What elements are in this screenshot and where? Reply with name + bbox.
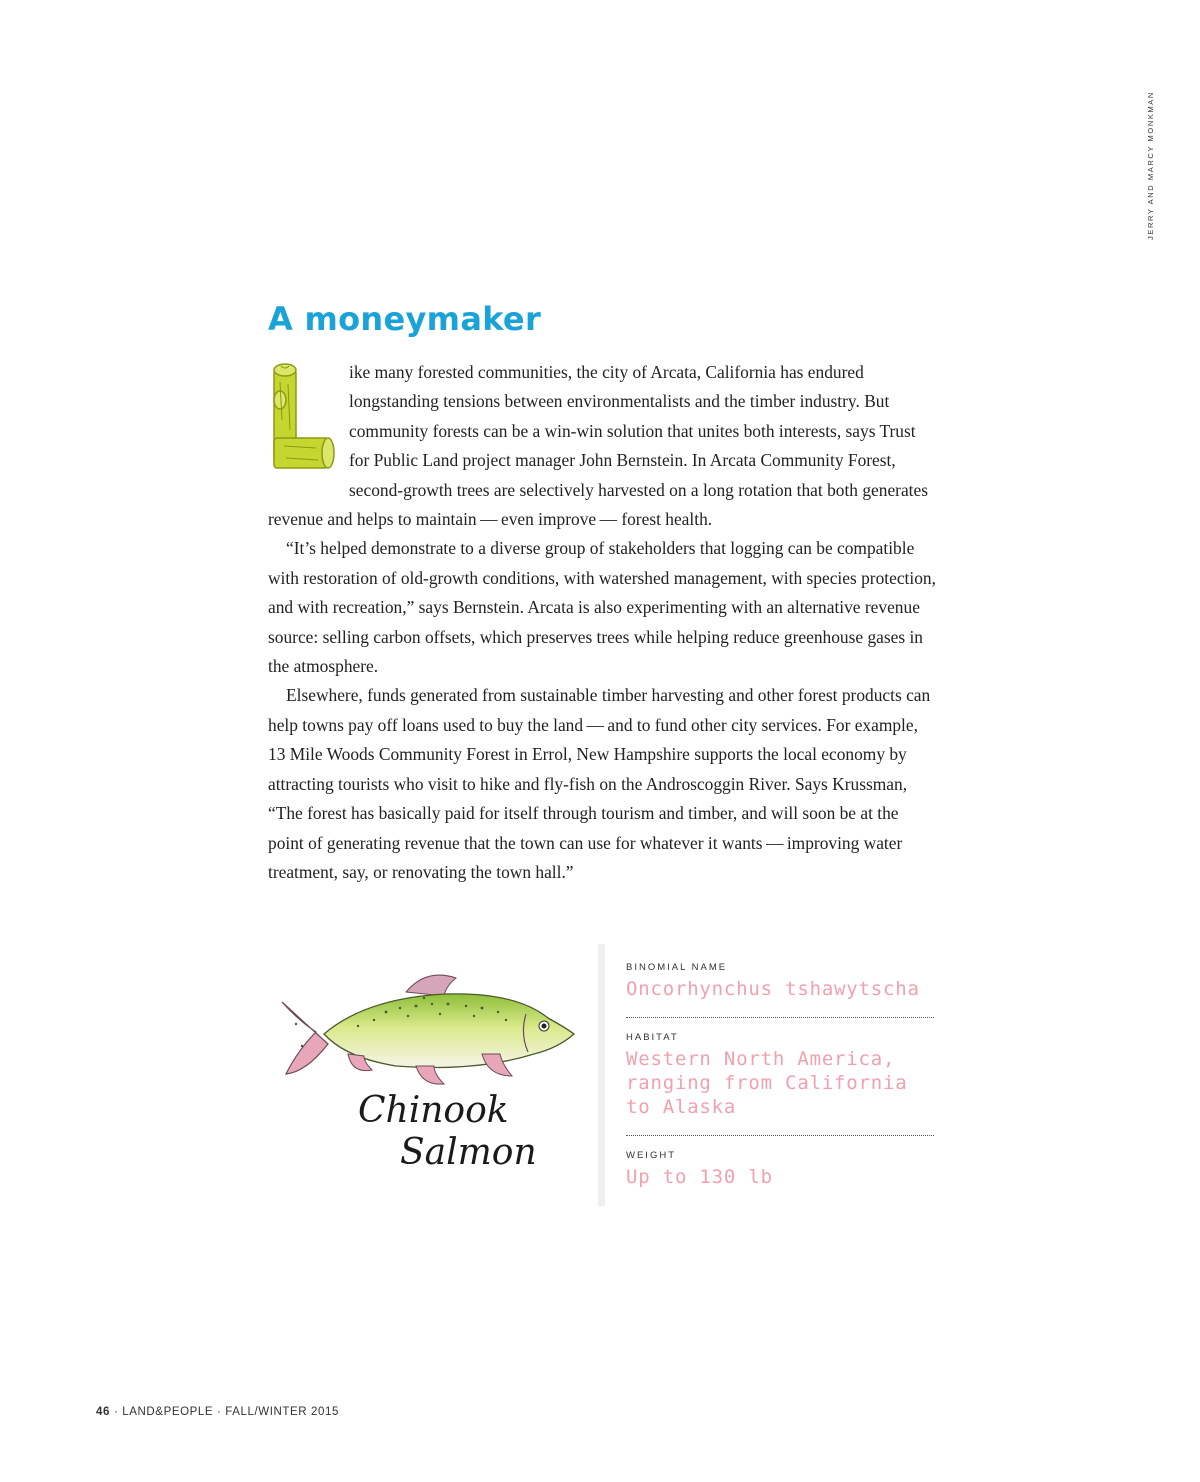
fact-label: HABITAT bbox=[626, 1032, 679, 1043]
fact-habitat bbox=[626, 1032, 934, 1129]
sidebar-divider bbox=[598, 944, 605, 1206]
chinook-salmon-icon bbox=[276, 962, 586, 1092]
fact-value: Western North America, ranging from California to Alaska bbox=[626, 1048, 908, 1118]
article-body bbox=[268, 358, 936, 887]
paragraph-1-text: ike many forested communities, the city of Arcata, California has endured longstanding tensions between environmentalists and the timber industry. But community forests can be a win-win solution that unites both interests, says Trust for Public Land project manager John Bernstein. In Arcata Community Forest, second-growth trees are selectively harvested on a long rotation that both generates revenue and helps to maintain — even improve — forest health. bbox=[268, 362, 928, 530]
article-headline: A moneymaker bbox=[268, 300, 542, 338]
page-footer bbox=[96, 1406, 339, 1418]
salmon-illustration bbox=[276, 962, 586, 1182]
fact-weight bbox=[626, 1150, 934, 1199]
fact-label: WEIGHT bbox=[626, 1150, 676, 1161]
log-letter-l-icon bbox=[268, 360, 336, 478]
fact-label: BINOMIAL NAME bbox=[626, 962, 728, 973]
dotted-divider bbox=[626, 1017, 934, 1018]
fact-binomial-name bbox=[626, 962, 934, 1011]
article-paragraph-3: Elsewhere, funds generated from sustainable timber harvesting and other forest products can help towns pay off loans used to buy the land — and to fund other city services. For example, 13 Mile Woods Community Forest in Errol, New Hampshire supports the local economy by attracting tourists who visit to hike and fly-fish on the Androscoggin River. Says Krussman, “The forest has basically paid for itself through tourism and timber, and will soon be at the point of generating revenue that the town can use for whatever it wants — improving water treatment, say, or renovating the town hall.” bbox=[268, 685, 931, 882]
fish-caption-line-1: Chinook bbox=[358, 1090, 509, 1131]
publication-info: · LAND&PEOPLE · FALL/WINTER 2015 bbox=[114, 1406, 339, 1418]
article-paragraph-2: “It’s helped demonstrate to a diverse group of stakeholders that logging can be compatible with restoration of old-growth conditions, with watershed management, with species protection, and with recreation,” says Bernstein. Arcata is also experimenting with an alternative revenue source: selling carbon offsets, which preserves trees while helping reduce greenhouse gases in the atmosphere. bbox=[268, 538, 936, 677]
fish-caption bbox=[358, 1090, 578, 1174]
fact-value: Oncorhynchus tshawytscha bbox=[626, 978, 920, 1000]
article-paragraph bbox=[268, 358, 936, 534]
dropcap-l-icon bbox=[268, 360, 336, 478]
fact-value: Up to 130 lb bbox=[626, 1166, 773, 1188]
page-number: 46 bbox=[96, 1406, 110, 1418]
dotted-divider bbox=[626, 1135, 934, 1136]
fish-caption-line-2: Salmon bbox=[400, 1132, 537, 1173]
fact-box bbox=[626, 962, 934, 1199]
photo-credit: JERRY AND MARCY MONKMAN bbox=[1146, 91, 1155, 240]
